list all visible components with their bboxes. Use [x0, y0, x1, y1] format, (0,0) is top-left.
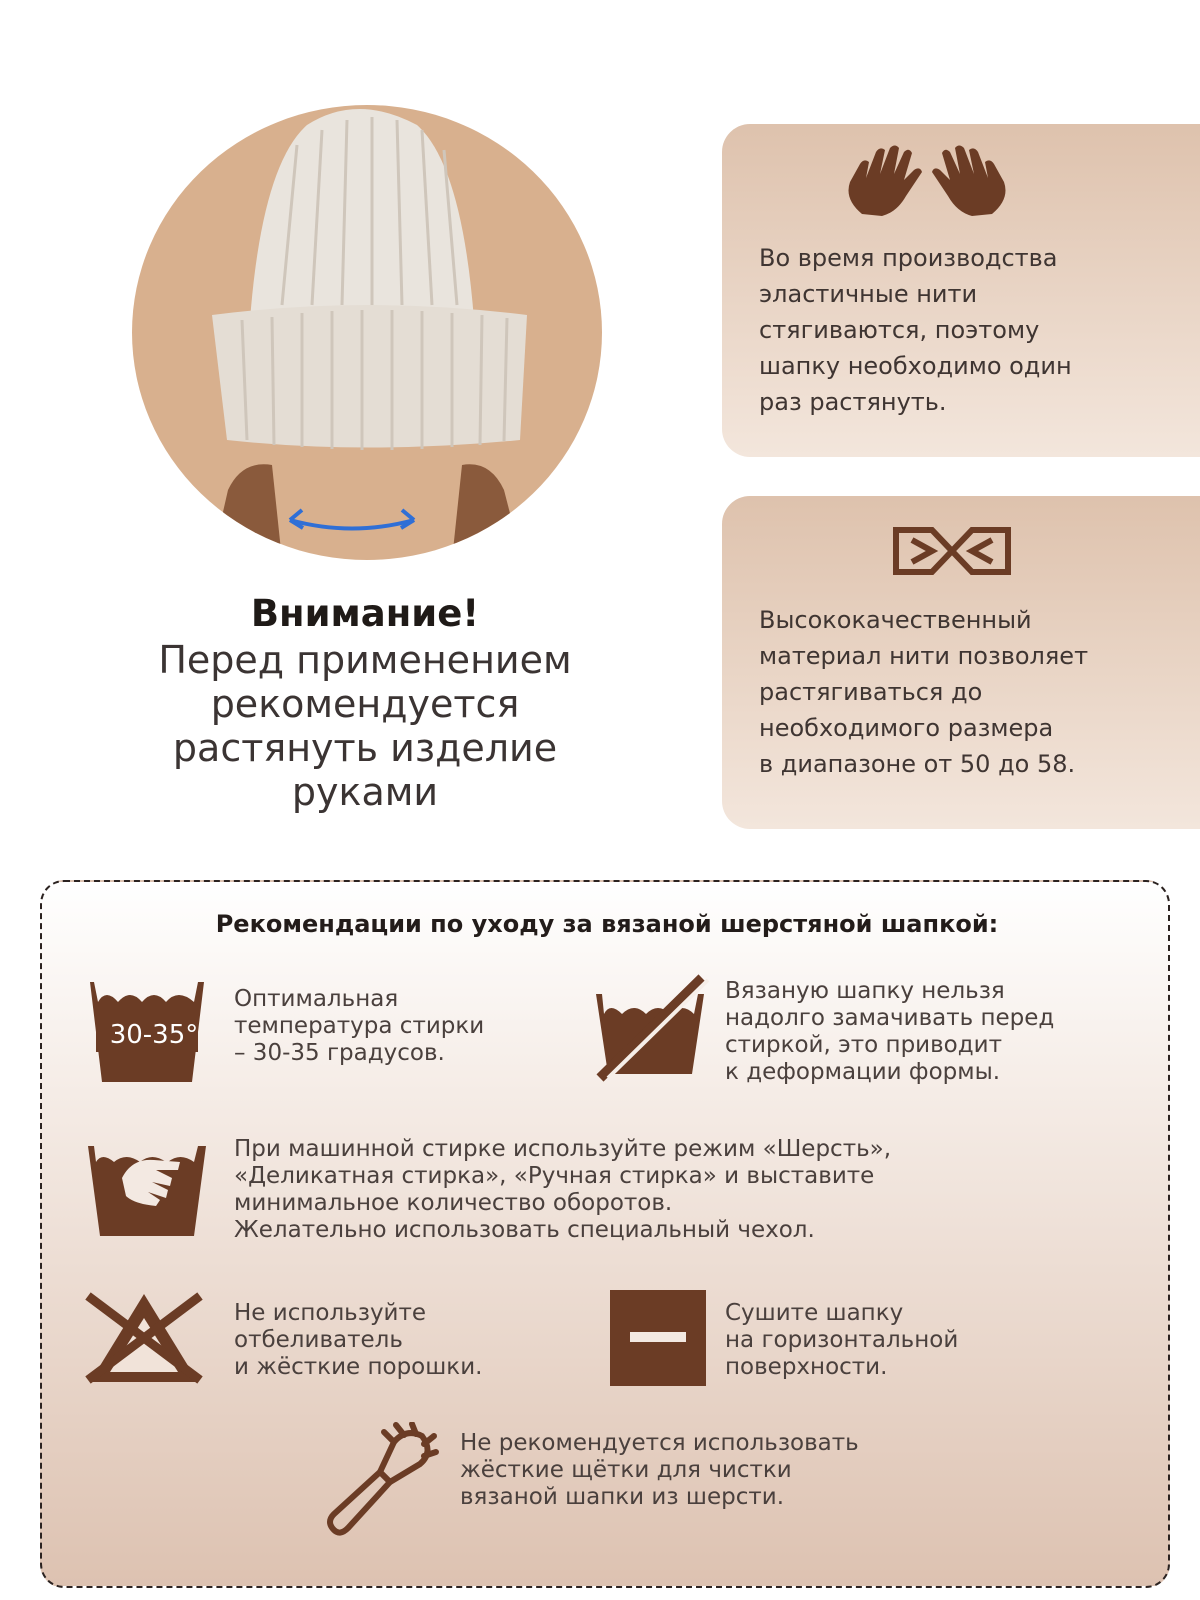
care-text-no-brush: Не рекомендуется использовать жёсткие щётки для чистки вязаной шапки из шерсти. — [460, 1430, 859, 1510]
care-text-machine-wash: При машинной стирке используйте режим «Шерсть», «Деликатная стирка», «Ручная стирка» и выставите минимальное количество оборотов. Желательно использовать специальный чехол. — [234, 1136, 892, 1243]
hand-wash-icon — [82, 1138, 212, 1238]
care-text-dry-flat: Сушите шапку на горизонтальной поверхности. — [725, 1300, 959, 1380]
brush-icon — [320, 1422, 440, 1542]
attention-title: Внимание! — [250, 592, 480, 635]
right-hand — [452, 464, 522, 560]
card-text: Во время производства эластичные нити стягиваются, поэтому шапку необходимо один раз растянуть. — [759, 244, 1072, 416]
card-text: Высококачественный материал нити позволяет растягиваться до необходимого размера в диапазоне от 50 до 58. — [759, 606, 1089, 778]
attention-text: Перед применением рекомендуется растянуть изделие руками — [158, 638, 572, 814]
care-text-no-bleach: Не используйте отбеливатель и жёсткие порошки. — [234, 1300, 483, 1380]
dry-flat-icon — [608, 1288, 708, 1388]
stretch-arrow-icon — [290, 520, 414, 529]
info-card-stretch-once — [722, 124, 1200, 457]
left-hand — [212, 464, 282, 560]
care-title: Рекомендации по уходу за вязаной шерстяной шапкой: — [215, 910, 999, 938]
care-text-temperature: Оптимальная температура стирки – 30-35 градусов. — [234, 986, 485, 1066]
no-soak-icon — [590, 974, 710, 1084]
care-text-no-soak: Вязаную шапку нельзя надолго замачивать перед стиркой, это приводит к деформации формы. — [725, 978, 1055, 1085]
stretch-icon — [892, 526, 1012, 576]
temperature-label: 30-35° — [109, 1020, 199, 1050]
hat-photo — [132, 105, 602, 560]
info-card-size-range — [722, 496, 1200, 829]
no-bleach-icon — [84, 1288, 204, 1388]
hands-icon — [842, 144, 1012, 219]
care-section — [40, 880, 1170, 1588]
